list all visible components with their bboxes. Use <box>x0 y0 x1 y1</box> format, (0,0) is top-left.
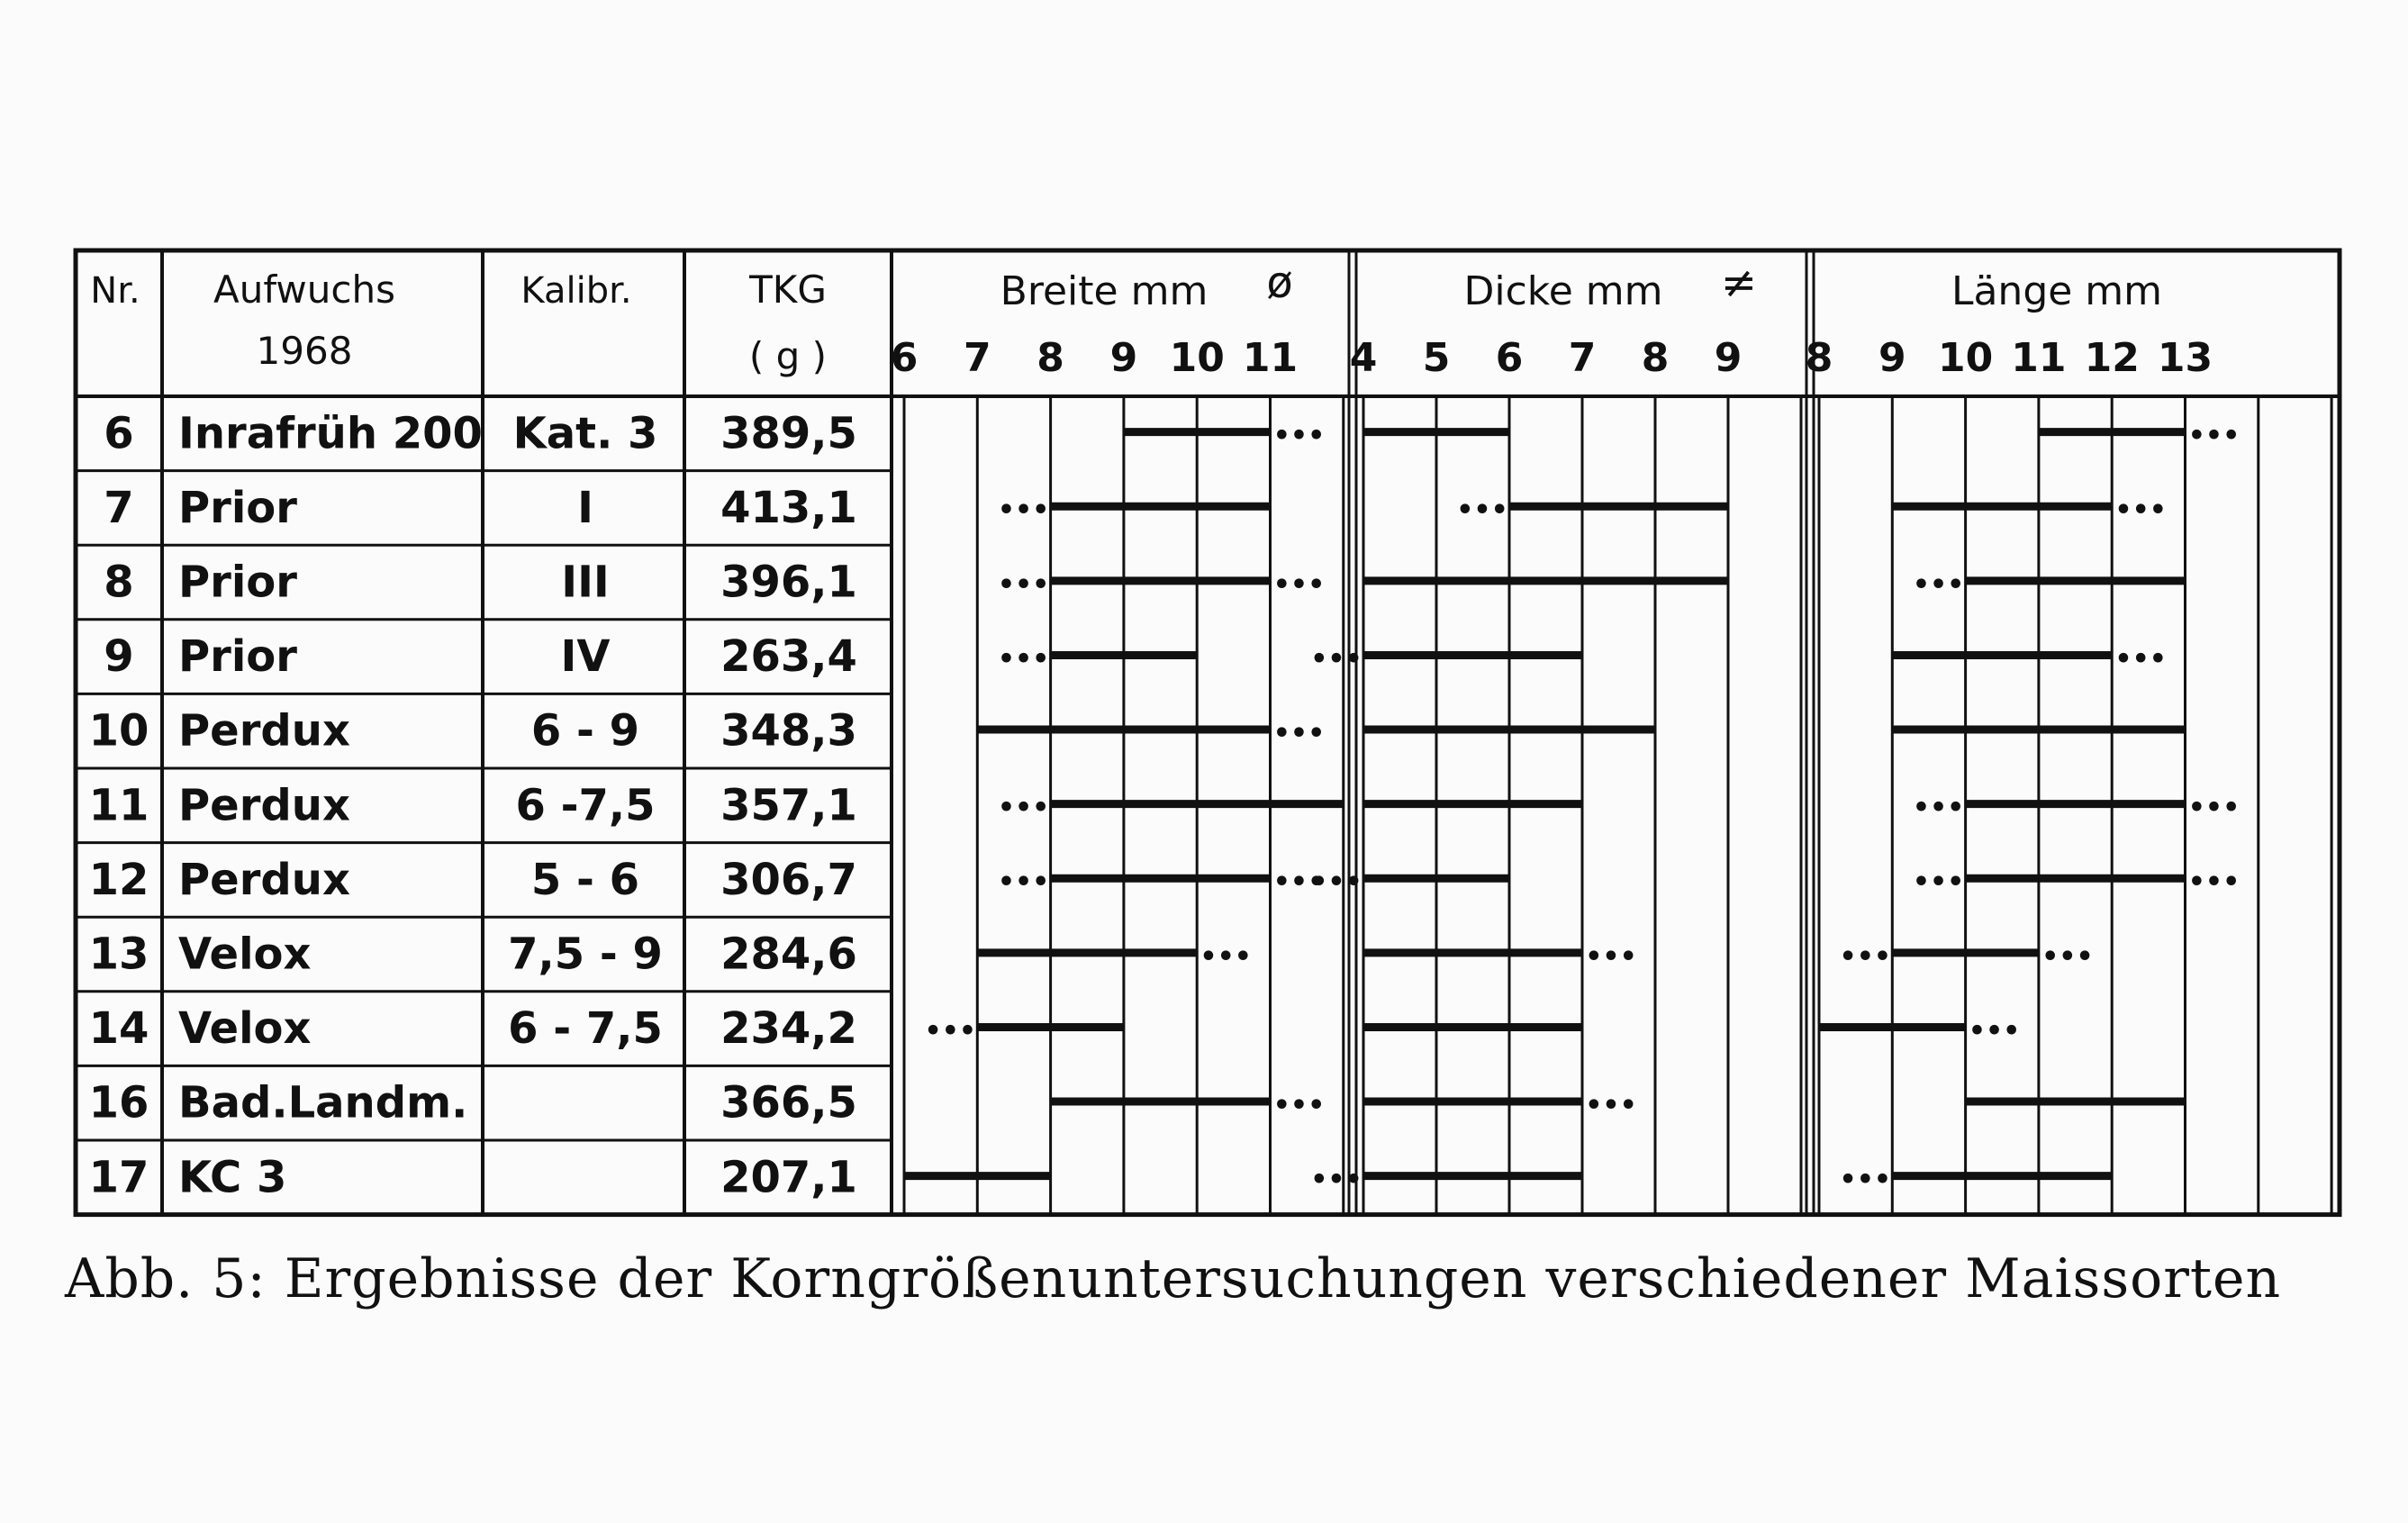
lower-dots-dicke: ••• <box>1310 643 1362 675</box>
panel-symbol-dicke: ≠ <box>1720 258 1758 308</box>
tick-label-laenge: 10 <box>1937 335 1994 381</box>
row-aufwuchs: Prior <box>178 482 297 533</box>
tick-label-laenge: 11 <box>2011 335 2067 381</box>
row-tkg: 207,1 <box>720 1152 857 1203</box>
tick-label-dicke: 9 <box>1714 335 1743 381</box>
row-aufwuchs: KC 3 <box>178 1152 287 1203</box>
row-aufwuchs: Perdux <box>178 780 350 831</box>
upper-dots-breite: ••• <box>1272 1090 1326 1122</box>
row-nr: 17 <box>88 1152 149 1203</box>
tick-label-breite: 9 <box>1109 335 1138 381</box>
upper-dots-laenge: ••• <box>2114 643 2167 675</box>
row-aufwuchs: Velox <box>178 1003 312 1055</box>
row-tkg: 234,2 <box>720 1003 857 1055</box>
row-aufwuchs: Prior <box>178 557 297 608</box>
lower-dots-breite: ••• <box>997 643 1050 675</box>
lower-dots-breite: ••• <box>997 792 1050 824</box>
row-tkg: 389,5 <box>720 408 857 459</box>
header-aufwuchs: Aufwuchs <box>213 267 395 312</box>
lower-dots-dicke: ••• <box>1310 866 1362 899</box>
tick-label-breite: 6 <box>890 335 919 381</box>
upper-dots-breite: ••• <box>1199 940 1252 973</box>
lower-dots-laenge: ••• <box>1912 866 1965 899</box>
upper-dots-dicke: ••• <box>1585 1090 1637 1122</box>
row-kalibr: 6 - 9 <box>530 705 640 757</box>
header-year: 1968 <box>256 329 353 373</box>
row-aufwuchs: Prior <box>178 631 297 683</box>
row-aufwuchs: Perdux <box>178 854 350 905</box>
header-nr: Nr. <box>90 270 140 312</box>
upper-dots-laenge: ••• <box>2114 494 2167 527</box>
tick-label-laenge: 12 <box>2084 335 2140 381</box>
tick-label-breite: 8 <box>1037 335 1064 381</box>
row-tkg: 348,3 <box>720 705 857 757</box>
tick-label-dicke: 6 <box>1495 335 1524 381</box>
row-aufwuchs: Inrafrüh 200 <box>178 408 483 459</box>
panel-symbol-breite: ø <box>1266 258 1293 308</box>
tick-label-dicke: 5 <box>1422 335 1451 381</box>
tick-label-dicke: 4 <box>1349 335 1378 381</box>
row-kalibr: 7,5 - 9 <box>508 929 663 980</box>
row-nr: 13 <box>88 929 149 980</box>
lower-dots-laenge: ••• <box>1912 568 1965 601</box>
row-nr: 8 <box>104 557 134 608</box>
header-tkg: TKG <box>749 267 827 312</box>
upper-dots-laenge: ••• <box>2187 420 2241 452</box>
row-tkg: 263,4 <box>720 631 857 683</box>
tick-label-breite: 10 <box>1169 335 1225 381</box>
row-kalibr: I <box>577 482 593 533</box>
row-tkg: 366,5 <box>720 1077 857 1129</box>
upper-dots-dicke: ••• <box>1585 940 1637 973</box>
row-nr: 11 <box>88 780 149 831</box>
lower-dots-breite: ••• <box>997 568 1050 601</box>
figure-caption: Abb. 5: Ergebnisse der Korngrößenuntersuchungen verschiedener Maissorten <box>65 1247 2282 1310</box>
row-kalibr: IV <box>560 631 611 683</box>
tick-label-breite: 11 <box>1242 335 1299 381</box>
row-aufwuchs: Bad.Landm. <box>178 1077 468 1129</box>
row-nr: 12 <box>88 854 149 905</box>
tick-label-breite: 7 <box>963 335 991 381</box>
upper-dots-breite: ••• <box>1272 718 1326 750</box>
lower-dots-laenge: ••• <box>1912 792 1965 824</box>
lower-dots-dicke: ••• <box>1456 494 1508 527</box>
row-aufwuchs: Perdux <box>178 705 350 757</box>
tick-label-laenge: 9 <box>1878 335 1906 381</box>
row-kalibr: III <box>561 557 610 608</box>
upper-dots-laenge: ••• <box>1968 1015 2021 1047</box>
header-kalibr: Kalibr. <box>521 270 632 312</box>
upper-dots-breite: ••• <box>1272 568 1326 601</box>
row-tkg: 284,6 <box>720 929 857 980</box>
row-tkg: 306,7 <box>720 854 857 905</box>
tick-label-laenge: 13 <box>2157 335 2213 381</box>
panel-title-breite: Breite mm <box>1000 268 1209 314</box>
tick-label-dicke: 7 <box>1568 335 1597 381</box>
upper-dots-laenge: ••• <box>2187 792 2241 824</box>
upper-dots-laenge: ••• <box>2041 940 2094 973</box>
row-nr: 10 <box>88 705 149 757</box>
row-kalibr: 5 - 6 <box>530 854 640 905</box>
row-nr: 16 <box>88 1077 149 1129</box>
row-tkg: 413,1 <box>720 482 857 533</box>
lower-dots-dicke: ••• <box>1310 1164 1362 1196</box>
lower-dots-laenge: ••• <box>1839 1164 1892 1196</box>
row-kalibr: 6 - 7,5 <box>508 1003 663 1055</box>
row-nr: 6 <box>104 408 134 459</box>
row-aufwuchs: Velox <box>178 929 312 980</box>
upper-dots-laenge: ••• <box>2187 866 2241 899</box>
panel-title-dicke: Dicke mm <box>1463 268 1663 314</box>
row-tkg: 357,1 <box>720 780 857 831</box>
upper-dots-breite: ••• <box>1272 866 1326 899</box>
lower-dots-breite: ••• <box>997 494 1050 527</box>
row-kalibr: 6 -7,5 <box>515 780 656 831</box>
row-nr: 9 <box>104 631 134 683</box>
lower-dots-laenge: ••• <box>1839 940 1892 973</box>
row-nr: 7 <box>104 482 134 533</box>
lower-dots-breite: ••• <box>924 1015 977 1047</box>
tick-label-dicke: 8 <box>1641 335 1670 381</box>
row-nr: 14 <box>88 1003 149 1055</box>
row-tkg: 396,1 <box>720 557 857 608</box>
tick-label-laenge: 8 <box>1805 335 1833 381</box>
header-tkg-unit: ( g ) <box>748 334 828 378</box>
lower-dots-breite: ••• <box>997 866 1050 899</box>
upper-dots-breite: ••• <box>1272 420 1326 452</box>
row-kalibr: Kat. 3 <box>512 408 658 459</box>
panel-title-laenge: Länge mm <box>1951 268 2163 314</box>
